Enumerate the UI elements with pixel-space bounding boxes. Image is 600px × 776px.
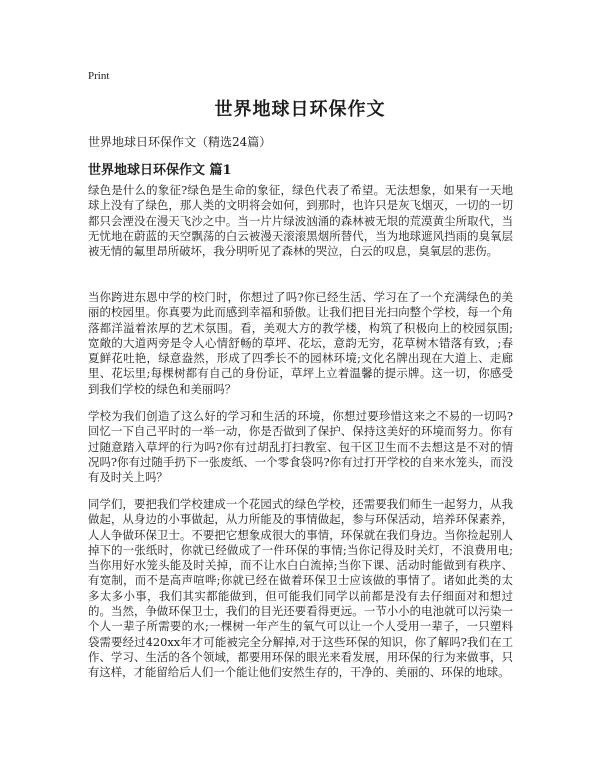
section-heading: 世界地球日环保作文 篇1 [88, 163, 232, 178]
document-subtitle: 世界地球日环保作文（精选24篇） [88, 135, 272, 149]
document-title: 世界地球日环保作文 [214, 99, 386, 120]
paragraph-2: 当你跨进东恩中学的校门时，你想过了吗?你已经生活、学习在了一个充满绿色的美丽的校园里。你真要为此而感到幸福和骄傲。让我们把目光扫向整个学校，每一个角落都洋溢着浓厚的艺术氛围。看，美观大方的教学楼，构筑了积极向上的校园氛围;宽敞的大道两旁是令人心情舒畅的草坪、花坛，意韵无穷，花草树木错落有致，;春夏鲜花吐艳，绿意盎然，形成了四季长不的园林环境;文化名牌出现在大道上、走廊里、花坛里;每棵树都有自己的身份证，草坪上立着温馨的提示牌。这一切，你感受到我们学校的绿色和美丽吗？ [88, 290, 513, 396]
print-link[interactable]: Print [88, 70, 110, 82]
paragraph-3: 学校为我们创造了这么好的学习和生活的环境，你想过要珍惜这来之不易的一切吗?回忆一下自己平时的一举一动，你是否做到了保护、保持这美好的环境而努力。你有过随意踏入草坪的行为吗?你有过胡乱打扫教室、包干区卫生而不去想这是不对的情况吗?你有过随手扔下一张废纸、一个零食袋吗?你有过打开学校的自来水笼头，而没有及时关上吗？ [88, 409, 513, 485]
paragraph-1: 绿色是什么的象征?绿色是生命的象征，绿色代表了希望。无法想象，如果有一天地球上没有了绿色，那人类的文明将会如何，到那时，也许只是灰飞烟灭，一切的一切都只会湮没在漫天飞沙之中。当一片片绿波汹涌的森林被无垠的荒漠黄尘所取代，当无忧地在蔚蓝的天空飘荡的白云被漫天滚滚黑烟所替代，当为地球遮风挡雨的臭氧层被无情的氟里昂所破坏，我分明听见了森林的哭泣，白云的叹息，臭氧层的悲伤。 [88, 183, 513, 259]
paragraph-4: 同学们，要把我们学校建成一个花园式的绿色学校，还需要我们师生一起努力，从我做起，从身边的小事做起，从力所能及的事情做起，参与环保活动，培养环保素养，人人争做环保卫士。不要把它想象成很大的事情，环保就在我们身边。当你捡起别人掉下的一张纸时，你就已经做成了一件环保的事情;当你记得及时关灯，不浪费用电;当你用好水笼头能及时关掉，而不让水白白流掉;当你下课、活动时能做到有秩序、有宽制，而不是高声喧哗;你就已经在做着环保卫士应该做的事情了。诸如此类的太多太多小事，我们其实都能做到，但可能我们同学以前都是没有去仔细面对和想过的。当然，争做环保卫士，我们的目光还要看得更远。一节小小的电池就可以污染一个人一辈子所需要的水;一棵树一年产生的氧气可以让一个人受用一辈子，一只塑料袋需要经过420xx年才可能被完全分解掉,对于这些环保的知识，你了解吗?我们在工作、学习、生活的各个领域，都要用环保的眼光来看发展，用环保的行为来做事，只有这样，才能留给后人们一个能让他们安然生存的，干净的、美丽的、环保的地球。 [88, 497, 513, 680]
